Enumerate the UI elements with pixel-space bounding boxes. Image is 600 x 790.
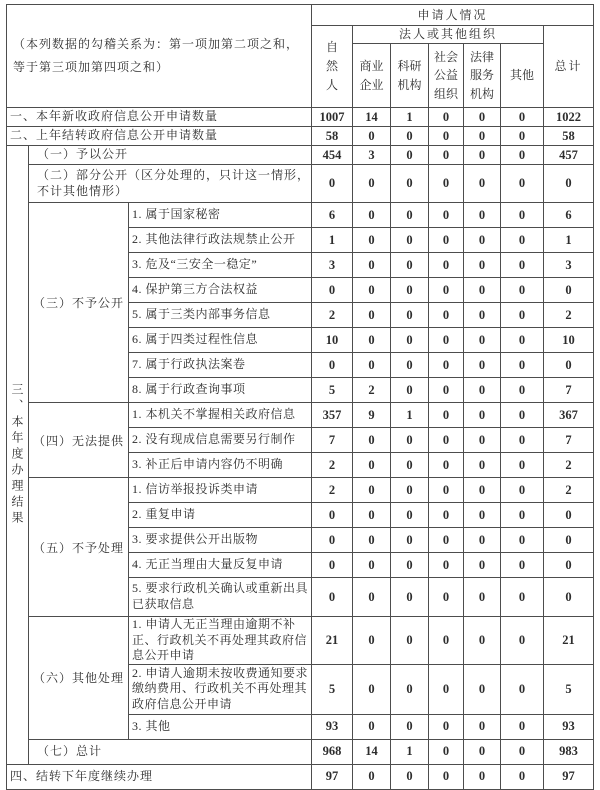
- value-cell: 0: [501, 664, 544, 714]
- value-cell: 0: [391, 328, 429, 353]
- value-cell: 0: [429, 228, 464, 253]
- value-cell: 0: [429, 146, 464, 165]
- row-label: 1. 信访举报投诉类申请: [129, 478, 312, 503]
- value-cell: 454: [312, 146, 353, 165]
- value-cell: 0: [501, 203, 544, 228]
- value-cell: 0: [429, 203, 464, 228]
- value-cell: 0: [429, 528, 464, 553]
- group-label-not-disclosed: （三）不予公开: [29, 203, 129, 403]
- value-cell: 1: [391, 108, 429, 127]
- value-cell: 2: [353, 378, 391, 403]
- value-cell: 0: [391, 203, 429, 228]
- value-cell: 7: [312, 428, 353, 453]
- header-commercial-enterprise: 商业企业: [353, 44, 391, 108]
- value-cell: 0: [501, 228, 544, 253]
- value-cell: 0: [353, 127, 391, 146]
- value-cell: 0: [391, 127, 429, 146]
- value-cell: 0: [464, 578, 501, 617]
- row-label: 1. 本机关不掌握相关政府信息: [129, 403, 312, 428]
- group-label-unable-to-provide: （四）无法提供: [29, 403, 129, 478]
- value-cell: 0: [353, 503, 391, 528]
- row-label: 1. 属于国家秘密: [129, 203, 312, 228]
- value-cell: 0: [353, 278, 391, 303]
- header-other: 其他: [501, 44, 544, 108]
- header-legal-org: 法人或其他组织: [353, 26, 544, 44]
- row-label: 二、上年结转政府信息公开申请数量: [7, 127, 312, 146]
- value-cell: 0: [429, 453, 464, 478]
- value-cell: 0: [353, 578, 391, 617]
- value-cell: 0: [544, 553, 594, 578]
- table-row: [7, 108, 594, 127]
- value-cell: 0: [464, 127, 501, 146]
- value-cell: 7: [544, 378, 594, 403]
- value-cell: 0: [501, 108, 544, 127]
- value-cell: 0: [501, 503, 544, 528]
- value-cell: 0: [464, 253, 501, 278]
- value-cell: 1007: [312, 108, 353, 127]
- value-cell: 3: [312, 253, 353, 278]
- value-cell: 0: [391, 228, 429, 253]
- value-cell: 2: [544, 303, 594, 328]
- value-cell: 0: [464, 328, 501, 353]
- value-cell: 58: [544, 127, 594, 146]
- value-cell: 0: [501, 714, 544, 739]
- value-cell: 0: [353, 165, 391, 203]
- value-cell: 0: [391, 553, 429, 578]
- value-cell: 0: [501, 165, 544, 203]
- row-label: 3. 要求提供公开出版物: [129, 528, 312, 553]
- value-cell: 0: [353, 664, 391, 714]
- value-cell: 1: [312, 228, 353, 253]
- value-cell: 0: [429, 127, 464, 146]
- value-cell: 93: [544, 714, 594, 739]
- value-cell: 0: [464, 664, 501, 714]
- value-cell: 0: [391, 617, 429, 665]
- value-cell: 983: [544, 739, 594, 764]
- value-cell: 0: [501, 127, 544, 146]
- value-cell: 0: [464, 478, 501, 503]
- value-cell: 0: [391, 428, 429, 453]
- value-cell: 1: [391, 403, 429, 428]
- row-label: 4. 无正当理由大量反复申请: [129, 553, 312, 578]
- value-cell: 6: [312, 203, 353, 228]
- table-row: [7, 403, 594, 428]
- value-cell: 0: [464, 503, 501, 528]
- value-cell: 0: [464, 165, 501, 203]
- value-cell: 0: [429, 503, 464, 528]
- value-cell: 0: [501, 528, 544, 553]
- value-cell: 97: [544, 764, 594, 789]
- value-cell: 2: [544, 453, 594, 478]
- row-label: 四、结转下年度继续办理: [7, 764, 312, 789]
- value-cell: 0: [353, 228, 391, 253]
- table-row: [7, 478, 594, 503]
- table-row: [7, 617, 594, 665]
- report-table: [6, 4, 594, 790]
- value-cell: 0: [464, 303, 501, 328]
- value-cell: 0: [391, 146, 429, 165]
- value-cell: 0: [353, 617, 391, 665]
- value-cell: 0: [544, 278, 594, 303]
- value-cell: 0: [501, 553, 544, 578]
- value-cell: 0: [353, 253, 391, 278]
- value-cell: 2: [312, 453, 353, 478]
- value-cell: 0: [501, 278, 544, 303]
- table-row: [7, 203, 594, 228]
- value-cell: 0: [353, 478, 391, 503]
- section-label-vertical: 三、本年度办理结果: [7, 146, 29, 765]
- row-label: 2. 没有现成信息需要另行制作: [129, 428, 312, 453]
- row-label: 2. 申请人逾期未按收费通知要求缴纳费用、行政机关不再处理其政府信息公开申请: [129, 664, 312, 714]
- group-label-other-handling: （六）其他处理: [29, 617, 129, 740]
- row-label: 2. 重复申请: [129, 503, 312, 528]
- value-cell: 0: [429, 353, 464, 378]
- value-cell: 0: [464, 278, 501, 303]
- table-row: [7, 127, 594, 146]
- value-cell: 968: [312, 739, 353, 764]
- row-label: 3. 危及“三安全一稳定”: [129, 253, 312, 278]
- value-cell: 10: [544, 328, 594, 353]
- value-cell: 0: [429, 403, 464, 428]
- row-label: 4. 保护第三方合法权益: [129, 278, 312, 303]
- value-cell: 0: [501, 739, 544, 764]
- value-cell: 0: [312, 353, 353, 378]
- value-cell: 0: [353, 528, 391, 553]
- value-cell: 0: [353, 328, 391, 353]
- value-cell: 0: [544, 353, 594, 378]
- header-row-1: [7, 5, 594, 26]
- value-cell: 0: [501, 378, 544, 403]
- value-cell: 14: [353, 739, 391, 764]
- value-cell: 0: [464, 378, 501, 403]
- value-cell: 0: [312, 578, 353, 617]
- row-label: （一）予以公开: [29, 146, 312, 165]
- value-cell: 58: [312, 127, 353, 146]
- value-cell: 0: [429, 617, 464, 665]
- value-cell: 0: [429, 378, 464, 403]
- value-cell: 0: [353, 203, 391, 228]
- value-cell: 0: [501, 328, 544, 353]
- row-label: 8. 属于行政查询事项: [129, 378, 312, 403]
- value-cell: 0: [464, 528, 501, 553]
- value-cell: 0: [391, 378, 429, 403]
- value-cell: 457: [544, 146, 594, 165]
- value-cell: 2: [544, 478, 594, 503]
- value-cell: 0: [464, 739, 501, 764]
- value-cell: 0: [391, 353, 429, 378]
- row-label: 7. 属于行政执法案卷: [129, 353, 312, 378]
- value-cell: 0: [501, 253, 544, 278]
- table-row: [7, 146, 594, 165]
- value-cell: 0: [501, 764, 544, 789]
- value-cell: 97: [312, 764, 353, 789]
- value-cell: 0: [312, 278, 353, 303]
- row-label: （七）总计: [29, 739, 312, 764]
- value-cell: 93: [312, 714, 353, 739]
- value-cell: 357: [312, 403, 353, 428]
- value-cell: 0: [501, 353, 544, 378]
- value-cell: 0: [429, 108, 464, 127]
- value-cell: 0: [501, 453, 544, 478]
- value-cell: 0: [429, 664, 464, 714]
- value-cell: 0: [429, 478, 464, 503]
- row-label: 5. 属于三类内部事务信息: [129, 303, 312, 328]
- value-cell: 0: [353, 353, 391, 378]
- value-cell: 0: [501, 428, 544, 453]
- value-cell: 1: [391, 739, 429, 764]
- value-cell: 0: [312, 165, 353, 203]
- value-cell: 0: [464, 764, 501, 789]
- value-cell: 0: [464, 453, 501, 478]
- value-cell: 0: [391, 664, 429, 714]
- value-cell: 0: [391, 714, 429, 739]
- value-cell: 0: [391, 253, 429, 278]
- value-cell: 0: [312, 528, 353, 553]
- value-cell: 21: [544, 617, 594, 665]
- value-cell: 0: [353, 428, 391, 453]
- row-label: 一、本年新收政府信息公开申请数量: [7, 108, 312, 127]
- value-cell: 1022: [544, 108, 594, 127]
- value-cell: 0: [544, 165, 594, 203]
- value-cell: 0: [464, 714, 501, 739]
- value-cell: 0: [391, 503, 429, 528]
- header-research-institution: 科研机构: [391, 44, 429, 108]
- value-cell: 0: [464, 203, 501, 228]
- value-cell: 0: [353, 714, 391, 739]
- value-cell: 0: [429, 253, 464, 278]
- row-label: 6. 属于四类过程性信息: [129, 328, 312, 353]
- value-cell: 7: [544, 428, 594, 453]
- value-cell: 0: [464, 146, 501, 165]
- value-cell: 0: [312, 553, 353, 578]
- value-cell: 0: [464, 553, 501, 578]
- value-cell: 9: [353, 403, 391, 428]
- value-cell: 0: [391, 165, 429, 203]
- value-cell: 0: [391, 303, 429, 328]
- header-natural-person: 自然人: [312, 26, 353, 108]
- header-applicant-title: 申请人情况: [312, 5, 594, 26]
- value-cell: 0: [544, 578, 594, 617]
- value-cell: 0: [429, 764, 464, 789]
- value-cell: 0: [429, 428, 464, 453]
- value-cell: 0: [464, 353, 501, 378]
- value-cell: 0: [312, 503, 353, 528]
- value-cell: 0: [544, 503, 594, 528]
- value-cell: 0: [391, 278, 429, 303]
- value-cell: 0: [429, 553, 464, 578]
- table-note: （本列数据的勾稽关系为：第一项加第二项之和，等于第三项加第四项之和）: [7, 5, 312, 108]
- table-row: [7, 739, 594, 764]
- header-social-welfare-org: 社会公益组织: [429, 44, 464, 108]
- value-cell: 0: [391, 478, 429, 503]
- value-cell: 0: [464, 108, 501, 127]
- value-cell: 6: [544, 203, 594, 228]
- row-label: （二）部分公开（区分处理的，只计这一情形，不计其他情形）: [29, 165, 312, 203]
- value-cell: 3: [353, 146, 391, 165]
- value-cell: 0: [391, 764, 429, 789]
- value-cell: 0: [464, 403, 501, 428]
- value-cell: 10: [312, 328, 353, 353]
- value-cell: 0: [464, 617, 501, 665]
- value-cell: 1: [544, 228, 594, 253]
- value-cell: 0: [464, 228, 501, 253]
- value-cell: 0: [501, 478, 544, 503]
- value-cell: 0: [353, 553, 391, 578]
- value-cell: 0: [353, 303, 391, 328]
- header-legal-service-org: 法律服务机构: [464, 44, 501, 108]
- row-label: 3. 补正后申请内容仍不明确: [129, 453, 312, 478]
- table-row: [7, 764, 594, 789]
- header-total: 总计: [544, 26, 594, 108]
- value-cell: 14: [353, 108, 391, 127]
- value-cell: 0: [429, 714, 464, 739]
- value-cell: 5: [312, 664, 353, 714]
- value-cell: 0: [353, 764, 391, 789]
- row-label: 1. 申请人无正当理由逾期不补正、行政机关不再处理其政府信息公开申请: [129, 617, 312, 665]
- value-cell: 0: [429, 278, 464, 303]
- group-label-not-processed: （五）不予处理: [29, 478, 129, 617]
- value-cell: 0: [429, 303, 464, 328]
- value-cell: 0: [544, 528, 594, 553]
- value-cell: 0: [501, 617, 544, 665]
- value-cell: 5: [312, 378, 353, 403]
- value-cell: 2: [312, 303, 353, 328]
- value-cell: 0: [429, 165, 464, 203]
- value-cell: 0: [353, 453, 391, 478]
- value-cell: 0: [501, 146, 544, 165]
- value-cell: 0: [429, 578, 464, 617]
- row-label: 2. 其他法律行政法规禁止公开: [129, 228, 312, 253]
- value-cell: 0: [429, 739, 464, 764]
- value-cell: 0: [501, 403, 544, 428]
- value-cell: 0: [391, 453, 429, 478]
- value-cell: 0: [429, 328, 464, 353]
- value-cell: 0: [464, 428, 501, 453]
- value-cell: 21: [312, 617, 353, 665]
- value-cell: 0: [501, 303, 544, 328]
- value-cell: 5: [544, 664, 594, 714]
- value-cell: 2: [312, 478, 353, 503]
- value-cell: 367: [544, 403, 594, 428]
- table-row: [7, 165, 594, 203]
- value-cell: 3: [544, 253, 594, 278]
- row-label: 3. 其他: [129, 714, 312, 739]
- value-cell: 0: [501, 578, 544, 617]
- row-label: 5. 要求行政机关确认或重新出具已获取信息: [129, 578, 312, 617]
- value-cell: 0: [391, 528, 429, 553]
- value-cell: 0: [391, 578, 429, 617]
